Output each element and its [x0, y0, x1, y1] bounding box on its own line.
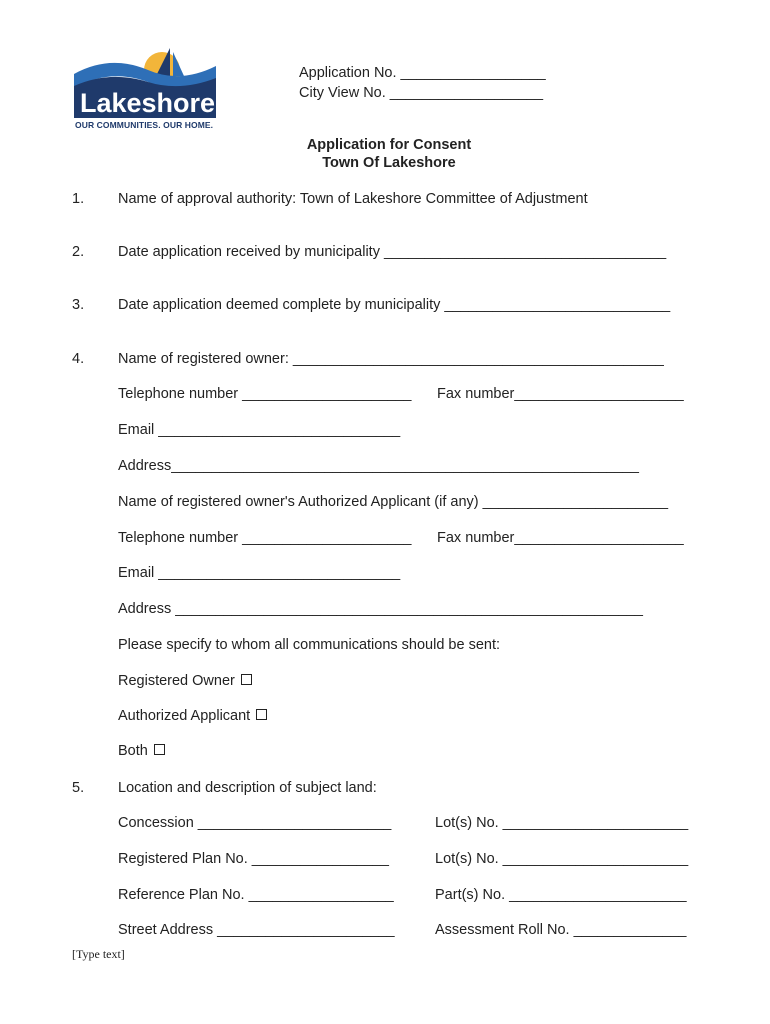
page-title: Application for Consent	[306, 137, 472, 153]
lots-no-field-2[interactable]: Lot(s) No. _______________________	[435, 851, 689, 867]
applicant-telephone-field[interactable]: Telephone number _____________________	[118, 530, 412, 546]
option-authorized-applicant-label: Authorized Applicant	[118, 708, 251, 724]
option-both-label: Both	[118, 743, 148, 759]
owner-fax-field[interactable]: Fax number_____________________	[437, 386, 684, 402]
reference-plan-field[interactable]: Reference Plan No. __________________	[118, 887, 394, 903]
registered-owner-field[interactable]: Name of registered owner: ______________________________________________	[118, 351, 664, 367]
logo-tagline: OUR COMMUNITIES. OUR HOME.	[75, 120, 214, 130]
lots-no-field[interactable]: Lot(s) No. _______________________	[435, 815, 689, 831]
application-no-field[interactable]: Application No. __________________	[299, 65, 546, 81]
date-complete-field[interactable]: Date application deemed complete by municipality ____________________________	[118, 297, 671, 313]
option-authorized-applicant[interactable]	[118, 708, 267, 724]
item-number-3: 3.	[72, 297, 85, 313]
communications-prompt: Please specify to whom all communications should be sent:	[118, 637, 501, 653]
owner-telephone-field[interactable]: Telephone number _____________________	[118, 386, 412, 402]
item-number-2: 2.	[72, 244, 85, 260]
approval-authority-text: Name of approval authority: Town of Lakeshore Committee of Adjustment	[118, 191, 588, 207]
applicant-email-field[interactable]: Email ______________________________	[118, 565, 401, 581]
lakeshore-logo	[70, 46, 220, 138]
logo-graphic	[70, 46, 220, 118]
date-received-field[interactable]: Date application received by municipality ___________________________________	[118, 244, 667, 260]
option-registered-owner[interactable]	[118, 673, 252, 689]
footer-placeholder: [Type text]	[72, 947, 125, 961]
assessment-roll-field[interactable]: Assessment Roll No. ______________	[435, 922, 687, 938]
city-view-no-field[interactable]: City View No. ___________________	[299, 85, 544, 101]
page-subtitle: Town Of Lakeshore	[322, 155, 456, 171]
street-address-field[interactable]: Street Address ______________________	[118, 922, 395, 938]
registered-plan-field[interactable]: Registered Plan No. _________________	[118, 851, 389, 867]
owner-address-field[interactable]: Address__________________________________________________________	[118, 458, 639, 474]
registered-owner-checkbox[interactable]	[241, 674, 252, 685]
logo-wordmark: Lakeshore	[80, 88, 216, 118]
option-both[interactable]	[118, 743, 165, 759]
parts-no-field[interactable]: Part(s) No. ______________________	[435, 887, 687, 903]
item-number-1: 1.	[72, 191, 85, 207]
item-number-5: 5.	[72, 780, 85, 796]
option-registered-owner-label: Registered Owner	[118, 673, 235, 689]
applicant-fax-field[interactable]: Fax number_____________________	[437, 530, 684, 546]
subject-land-heading: Location and description of subject land:	[118, 780, 377, 796]
concession-field[interactable]: Concession ________________________	[118, 815, 392, 831]
owner-email-field[interactable]: Email ______________________________	[118, 422, 401, 438]
authorized-applicant-field[interactable]: Name of registered owner's Authorized Applicant (if any) _______________________	[118, 494, 669, 510]
both-checkbox[interactable]	[154, 744, 165, 755]
item-number-4: 4.	[72, 351, 85, 367]
applicant-address-field[interactable]: Address __________________________________________________________	[118, 601, 643, 617]
authorized-applicant-checkbox[interactable]	[256, 709, 267, 720]
